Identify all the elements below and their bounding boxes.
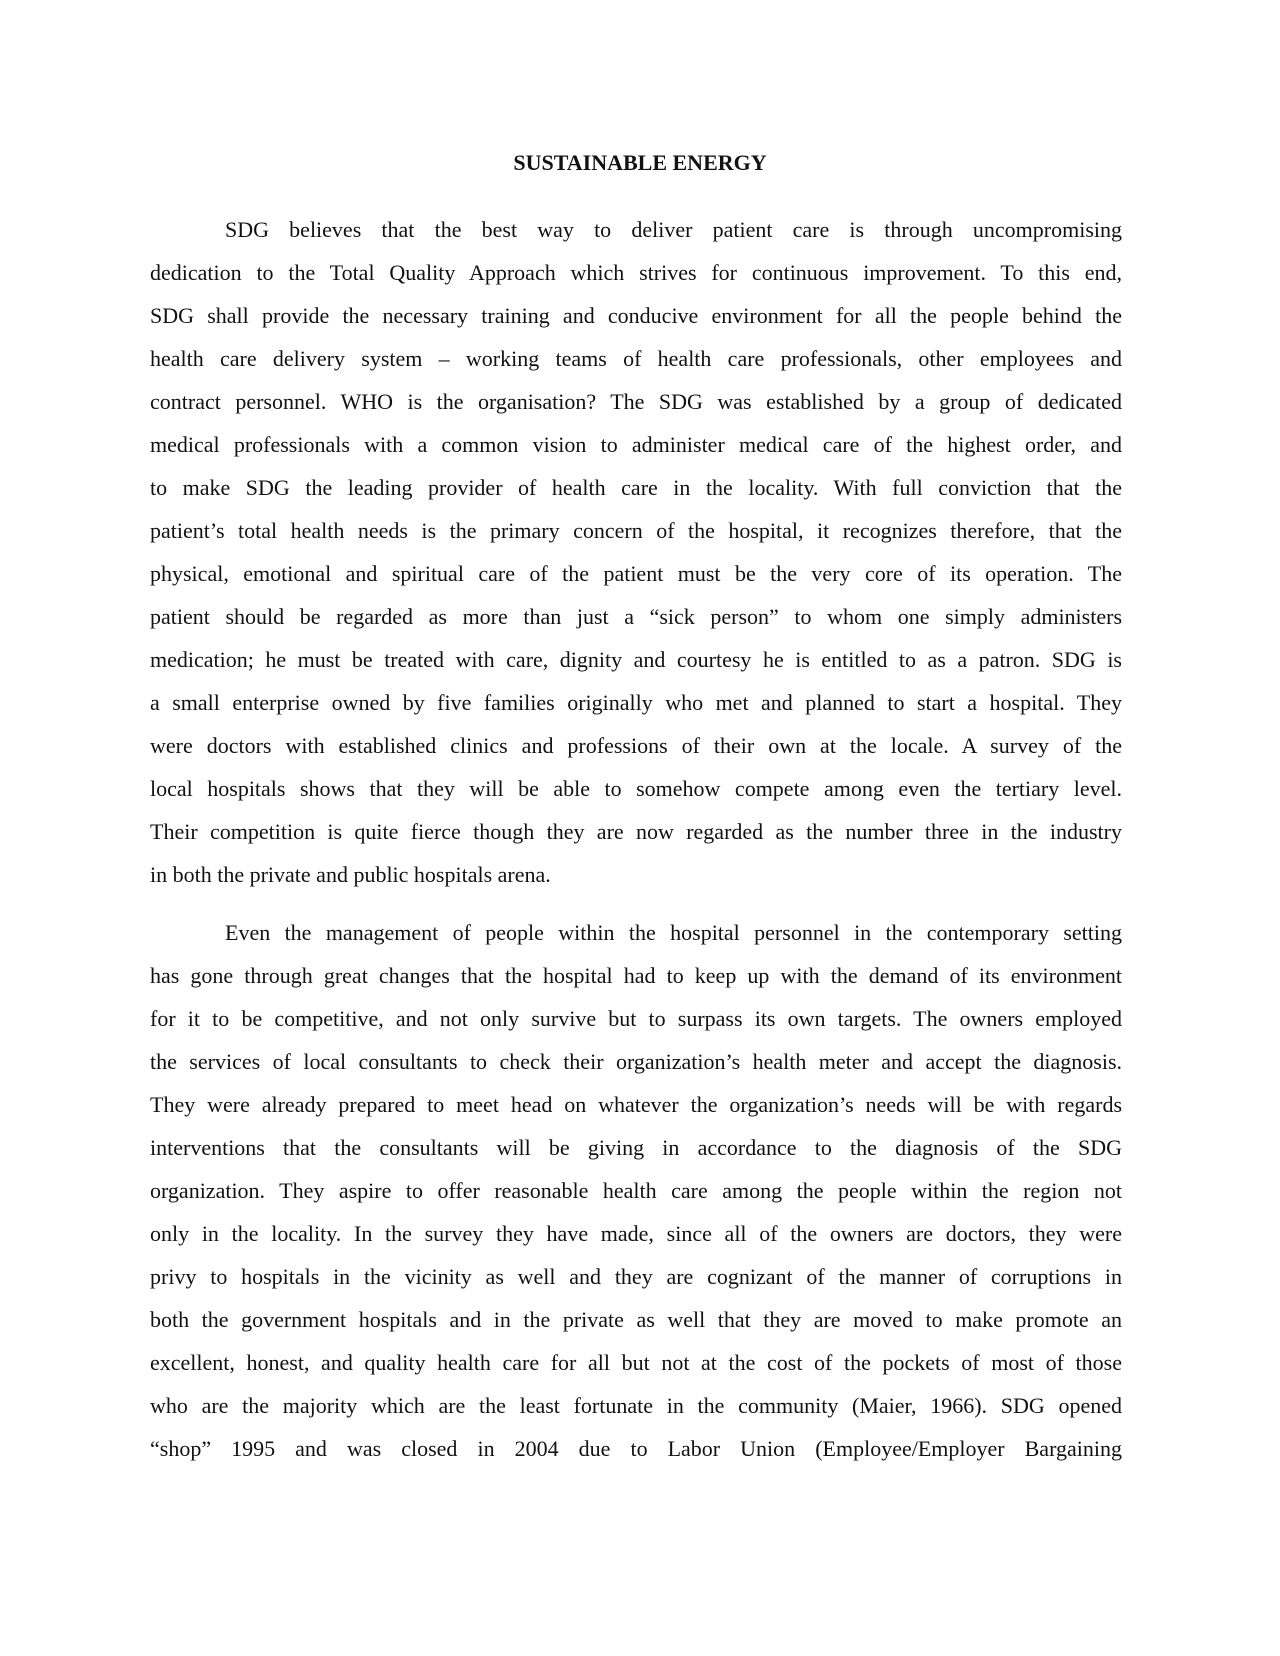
paragraph-2 xyxy=(150,911,1122,1470)
text-line: Even the management of people within the hospital personnel in the contemporary setting xyxy=(225,920,1122,945)
text-line: for it to be competitive, and not only survive but to surpass its own targets. The owners employed xyxy=(150,1006,1122,1031)
text-line: both the government hospitals and in the private as well that they are moved to make promote an xyxy=(150,1307,1122,1332)
text-line: organization. They aspire to offer reasonable health care among the people within the region not xyxy=(150,1178,1122,1203)
text-line: interventions that the consultants will be giving in accordance to the diagnosis of the SDG xyxy=(150,1135,1122,1160)
text-line: They were already prepared to meet head on whatever the organization’s needs will be with regards xyxy=(150,1092,1122,1117)
text-line: patient should be regarded as more than just a “sick person” to whom one simply administers xyxy=(150,604,1122,629)
text-line: the services of local consultants to check their organization’s health meter and accept the diagnosis. xyxy=(150,1049,1122,1074)
text-line: a small enterprise owned by five families originally who met and planned to start a hospital. They xyxy=(150,690,1122,715)
text-line: privy to hospitals in the vicinity as well and they are cognizant of the manner of corruptions in xyxy=(150,1264,1122,1289)
text-line: excellent, honest, and quality health care for all but not at the cost of the pockets of most of those xyxy=(150,1350,1122,1375)
text-line: SDG shall provide the necessary training and conducive environment for all the people behind the xyxy=(150,303,1122,328)
text-line: medical professionals with a common vision to administer medical care of the highest order, and xyxy=(150,432,1122,457)
text-line: local hospitals shows that they will be able to somehow compete among even the tertiary level. xyxy=(150,776,1122,801)
text-line: dedication to the Total Quality Approach which strives for continuous improvement. To this end, xyxy=(150,260,1122,285)
text-line: has gone through great changes that the hospital had to keep up with the demand of its environment xyxy=(150,963,1122,988)
document-title: SUSTAINABLE ENERGY xyxy=(513,150,767,175)
text-line: “shop” 1995 and was closed in 2004 due to Labor Union (Employee/Employer Bargaining xyxy=(150,1436,1122,1461)
text-line: who are the majority which are the least fortunate in the community (Maier, 1966). SDG opened xyxy=(150,1393,1122,1418)
text-line: to make SDG the leading provider of health care in the locality. With full conviction that the xyxy=(150,475,1122,500)
text-line: SDG believes that the best way to deliver patient care is through uncompromising xyxy=(225,217,1122,242)
text-line: in both the private and public hospitals arena. xyxy=(150,862,551,887)
text-line: patient’s total health needs is the primary concern of the hospital, it recognizes therefore, that the xyxy=(150,518,1122,543)
text-line: only in the locality. In the survey they have made, since all of the owners are doctors, they were xyxy=(150,1221,1122,1246)
text-line: were doctors with established clinics and professions of their own at the locale. A survey of the xyxy=(150,733,1122,758)
text-line: contract personnel. WHO is the organisation? The SDG was established by a group of dedicated xyxy=(150,389,1122,414)
text-line: medication; he must be treated with care, dignity and courtesy he is entitled to as a patron. SDG is xyxy=(150,647,1122,672)
text-line: physical, emotional and spiritual care of the patient must be the very core of its operation. The xyxy=(150,561,1122,586)
text-line: Their competition is quite fierce though they are now regarded as the number three in the industry xyxy=(150,819,1122,844)
paragraph-1 xyxy=(150,208,1122,896)
text-line: health care delivery system – working teams of health care professionals, other employees and xyxy=(150,346,1122,371)
